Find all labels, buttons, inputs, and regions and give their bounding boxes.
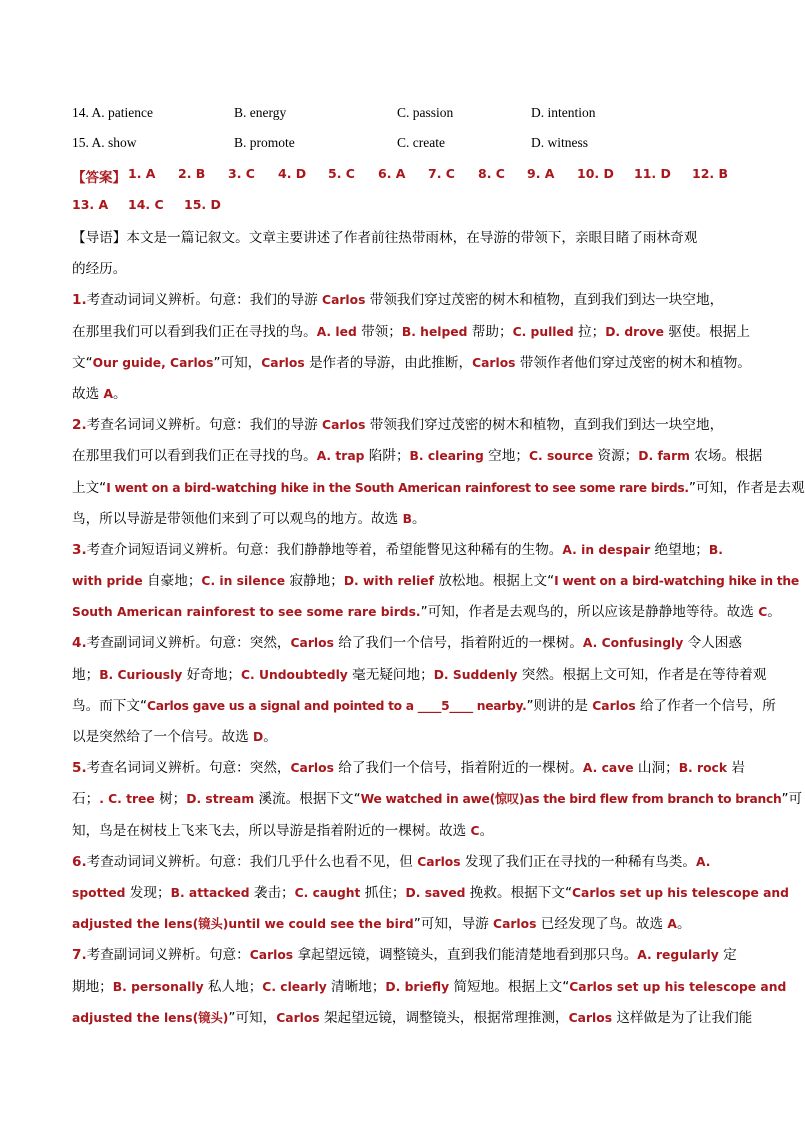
answer-item: 7. C (428, 166, 455, 181)
answer-item: 8. C (478, 166, 505, 181)
explanation-5: 5.考查名词词义辨析。句意：突然，Carlos 给了我们一个信号，指着附近的一棵树。A. cave 山洞；B. rock 岩 (72, 760, 745, 777)
option-d: D. intention (531, 105, 596, 120)
answer-item: 2. B (178, 166, 206, 181)
explanation-3: 3.考查介词短语词义辨析。句意：我们静静地等着，希望能瞥见这种稀有的生物。A. in despair 绝望地；B. (72, 541, 723, 558)
explanation-1: 1.考查动词词义辨析。句意：我们的导游 Carlos 带领我们穿过茂密的树木和植物，直到我们到达一块空地， (72, 292, 724, 309)
explanation-7: 7.考查副词词义辨析。句意：Carlos 拿起望远镜，调整镜头，直到我们能清楚地看到那只鸟。A. regularly 定 (72, 947, 737, 964)
option-d: D. witness (531, 135, 588, 150)
guide-line: 【导语】本文是一篇记叙文。文章主要讲述了作者前往热带雨林，在导游的带领下，亲眼目睹了雨林奇观 (72, 230, 698, 246)
option-a: 15. A. show (72, 135, 137, 150)
option-c: C. passion (397, 105, 454, 120)
option-a: 14. A. patience (72, 105, 153, 120)
explanation-2: 2.考查名词词义辨析。句意：我们的导游 Carlos 带领我们穿过茂密的树木和植物，直到我们到达一块空地， (72, 417, 724, 434)
answer-item: 1. A (128, 166, 156, 181)
option-b: B. promote (234, 135, 295, 150)
answer-item: 12. B (692, 166, 729, 181)
answer-item: 4. D (278, 166, 307, 181)
answer-item: 3. C (228, 166, 255, 181)
guide-line: 的经历。 (72, 261, 127, 278)
explanation-4: 4.考查副词词义辨析。句意：突然，Carlos 给了我们一个信号，指着附近的一棵树。A. Confusingly 令人困惑 (72, 635, 742, 652)
option-b: B. energy (234, 105, 287, 120)
explanation-body: 【导语】本文是一篇记叙文。文章主要讲述了作者前往热带雨林，在导游的带领下，亲眼目睹了雨林奇观 的经历。 1.考查动词词义辨析。句意：我们的导游 Carlos 带领我们穿过茂密的树木和植物，直到我们到达一块空地， 在那里我们可以看到我们正在寻找的鸟。A. led 带领；B. helped 帮助；C. pulled 拉；D. drove 驱使。根据上 文“Our guide, Carlos”可知，Carlos 是作者的导游，由此推断，Carlos 带领作者他们穿过茂密的树木和植物。 故选 A。 2.考查名词词义辨析。句意：我们的导游 Carlos 带领我们穿过茂密的树木和植物，直到我们到达一块空地， 在那里我们可以看到我们正在寻找的鸟。A. trap 陷阱；B. clearing 空地；C. source 资源；D. farm 农场。根据 上文“I went on a bird-watching hike in the South American rainforest to see some rare birds.”可知，作者是去观 鸟，所以导游是带领他们来到了可以观鸟的地方。故选 B。 3.考查介词短语词义辨析。句意：我们静静地等着，希望能瞥见这种稀有的生物。A. in despair 绝望地；B. with pride 自豪地；C. in silence 寂静地；D. with relief 放松地。根据上文“I went on a bird-watching hike in the South American rainforest to see some rare birds.”可知，作者是去观鸟的，所以应该是静静地等待。故选 C。 4.考查副词词义辨析。句意：突然，Carlos 给了我们一个信号，指着附近的一棵树。A. Confusingly 令人困惑 地；B. Curiously 好奇地；C. Undoubtedly 毫无疑问地；D. Suddenly 突然。根据上文可知，作者是在等待着观 鸟。而下文“Carlos gave us a signal and pointed to a ____5____ nearby.”则讲的是 Carlos 给了作者一个信号，所 以是突然给了一个信号。故选 D。 5.考查名词词义辨析。句意：突然，Carlos 给了我们一个信号，指着附近的一棵树。A. cave 山洞；B. rock 岩 石；. C. tree 树；D. stream 溪流。根据下文“We watched in awe(惊叹)as the bird flew from branch to branch”可 知，鸟是在树枝上飞来飞去，所以导游是指着附近的一棵树。故选 C。 6.考查动词词义辨析。句意：我们几乎什么也看不见，但 Carlos 发现了我们正在寻找的一种稀有鸟类。A. spotted 发现；B. attacked 袭击；C. caught 抓住；D. saved 挽救。根据下文“Carlos set up his telescope and adjusted the lens(镜头)until we could see the bird”可知，导游 Carlos 已经发现了鸟。故选 A。 7.考查副词词义辨析。句意：Carlos 拿起望远镜，调整镜头，直到我们能清楚地看到那只鸟。A. regularly 定 期地；B. personally 私人地；C. clearly 清晰地；D. briefly 简短地。根据上文“Carlos set up his telescope and adjusted the lens(镜头)”可知，Carlos 架起望远镜，调整镜头，根据常理推测，Carlos 这样做是为了让我们能 (72, 223, 724, 1034)
answer-item: 13. A (72, 197, 109, 212)
answer-item: 15. D (184, 197, 221, 212)
answer-item: 11. D (634, 166, 671, 181)
answer-item: 10. D (577, 166, 614, 181)
answer-item: 9. A (527, 166, 555, 181)
answer-item: 14. C (128, 197, 164, 212)
answer-item: 6. A (378, 166, 406, 181)
answer-label: 【答案】 (72, 170, 126, 186)
answer-item: 5. C (328, 166, 355, 181)
guide-label: 【导语】 (72, 230, 127, 246)
explanation-6: 6.考查动词词义辨析。句意：我们几乎什么也看不见，但 Carlos 发现了我们正在寻找的一种稀有鸟类。A. (72, 853, 711, 870)
option-c: C. create (397, 135, 445, 150)
